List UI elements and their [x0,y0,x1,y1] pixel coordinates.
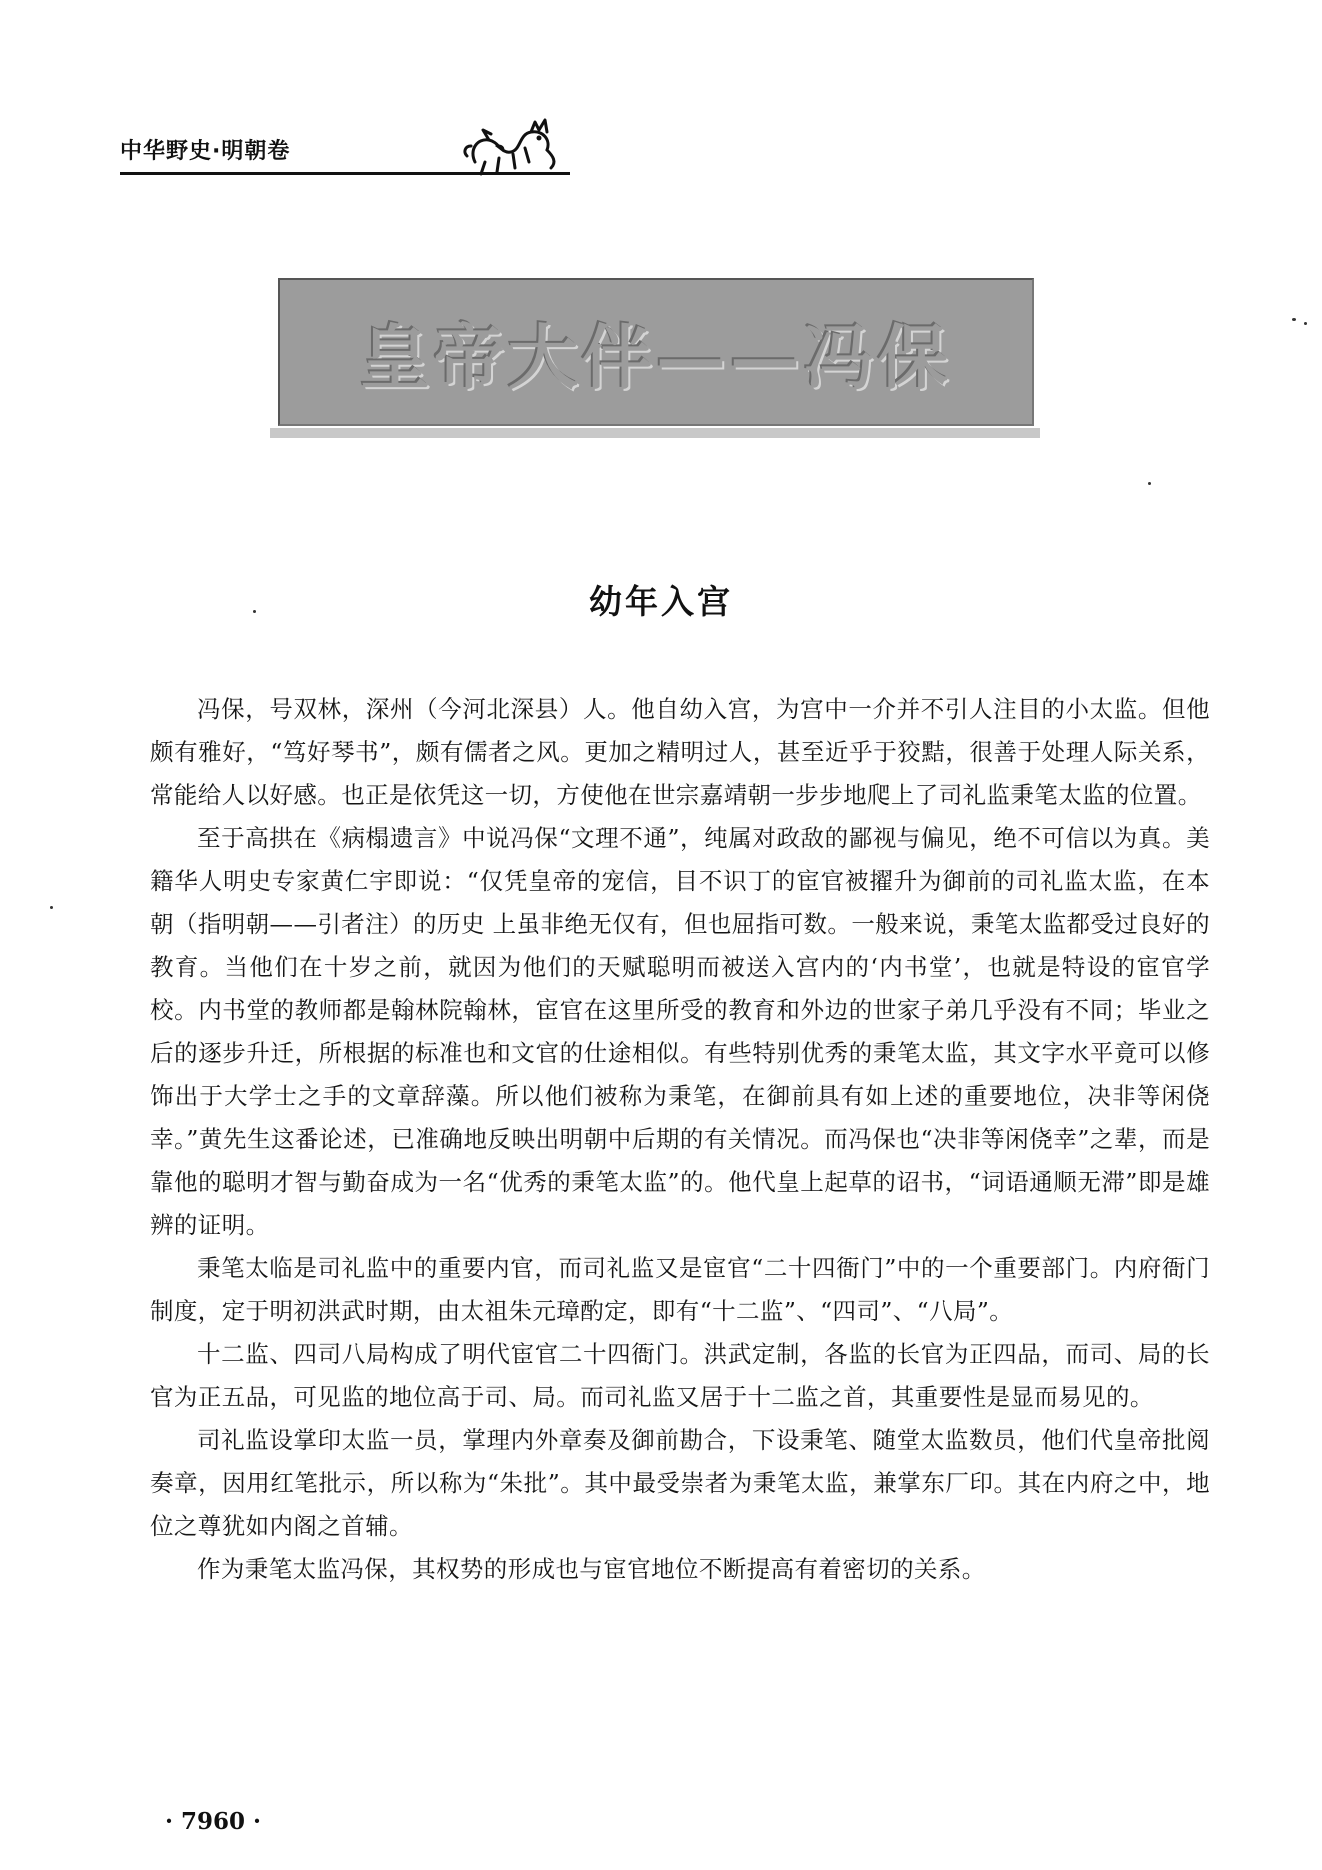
running-header [120,112,590,182]
dragon-icon [455,112,565,182]
running-title: 中华野史·明朝卷 [120,139,291,164]
page-number: · 7960 · [165,1808,262,1835]
banner-shadow [270,428,1040,438]
scan-speck [1292,318,1296,321]
body-text [150,688,1210,1591]
paragraph: 作为秉笔太监冯保，其权势的形成也与宦官地位不断提高有着密切的关系。 [197,1555,986,1583]
scan-speck [1304,322,1307,325]
paragraph: 十二监、四司八局构成了明代宦官二十四衙门。洪武定制，各监的长官为正四品，而司、局的长官为正五品，可见监的地位高于司、局。而司礼监又居于十二监之首，其重要性是显而易见的。 [150,1340,1210,1411]
scan-speck [50,906,53,909]
chapter-banner [278,278,1034,426]
paragraph: 至于高拱在《病榻遗言》中说冯保“文理不通”，纯属对政敌的鄙视与偏见，绝不可信以为真。美籍华人明史专家黄仁宇即说：“仅凭皇帝的宠信，目不识丁的宦官被擢升为御前的司礼监太监，在本朝（指明朝——引者注）的历史 上虽非绝无仅有，但也屈指可数。一般来说，秉笔太监都受过良好的教育。当他们在十岁之前，就因为他们的天赋聪明而被送入宫内的‘内书堂’，也就是特设的宦官学校。内书堂的教师都是翰林院翰林，宦官在这里所受的教育和外边的世家子弟几乎没有不同；毕业之后的逐步升迁，所根据的标准也和文官的仕途相似。有些特别优秀的秉笔太监，其文字水平竟可以修饰出于大学士之手的文章辞藻。所以他们被称为秉笔，在御前具有如上述的重要地位，决非等闲侥幸。”黄先生这番论述，已准确地反映出明朝中后期的有关情况。而冯保也“决非等闲侥幸”之辈，而是靠他的聪明才智与勤奋成为一名“优秀的秉笔太监”的。他代皇上起草的诏书，“词语通顺无滞”即是雄辨的证明。 [150,824,1210,1239]
chapter-title: 皇帝大伴——冯保 [360,315,952,399]
paragraph: 冯保，号双林，深州（今河北深县）人。他自幼入宫，为宫中一介并不引人注目的小太监。但他颇有雅好，“笃好琴书”，颇有儒者之风。更加之精明过人，甚至近乎于狡黠，很善于处理人际关系，常能给人以好感。也正是依凭这一切，方使他在世宗嘉靖朝一步步地爬上了司礼监秉笔太监的位置。 [150,695,1210,809]
scan-speck [253,610,256,613]
section-heading: 幼年入宫 [589,582,733,621]
paragraph: 秉笔太临是司礼监中的重要内官，而司礼监又是宦官“二十四衙门”中的一个重要部门。内府衙门制度，定于明初洪武时期，由太祖朱元璋酌定，即有“十二监”、“四司”、“八局”。 [150,1254,1210,1325]
paragraph: 司礼监设掌印太监一员，掌理内外章奏及御前勘合，下设秉笔、随堂太监数员，他们代皇帝批阅奏章，因用红笔批示，所以称为“朱批”。其中最受崇者为秉笔太监，兼掌东厂印。其在内府之中，地位之尊犹如内阁之首辅。 [150,1426,1210,1540]
scan-speck [1148,482,1151,485]
